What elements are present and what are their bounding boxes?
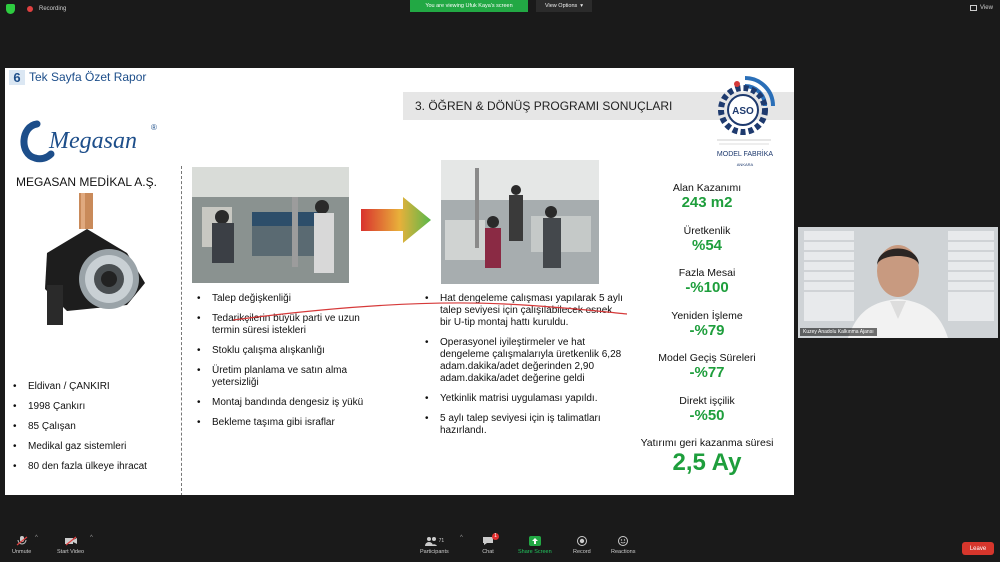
record-label: Record <box>573 549 591 555</box>
metric-overtime <box>635 267 779 297</box>
metric-payback <box>635 437 779 477</box>
video-options-caret-icon[interactable]: ^ <box>90 535 93 541</box>
list-item: • 1998 Çankırı <box>11 401 183 413</box>
list-item: • Yetkinlik matrisi uygulaması yapıldı. <box>423 393 623 405</box>
view-options-button[interactable] <box>536 0 592 12</box>
view-button[interactable] <box>970 5 993 11</box>
metric-value: -%50 <box>689 407 725 424</box>
aso-logo-line2: ANKARA <box>736 162 754 167</box>
meeting-toolbar <box>0 532 1000 562</box>
shared-slide <box>5 68 794 495</box>
metric-productivity <box>635 225 779 255</box>
list-item: • Bekleme taşıma gibi israflar <box>195 417 380 429</box>
metric-value: 2,5 Ay <box>672 449 742 476</box>
company-name: MEGASAN MEDİKAL A.Ş. <box>16 175 157 189</box>
list-item: • 5 aylı talep seviyesi için iş talimatları hazırlandı. <box>423 413 623 437</box>
reactions-label: Reactions <box>611 549 636 555</box>
unmute-button[interactable] <box>12 536 31 555</box>
list-item: • Montaj bandında dengesiz iş yükü <box>195 397 380 409</box>
dashed-divider <box>181 166 182 495</box>
actions-list <box>423 293 623 445</box>
recording-indicator <box>6 4 66 14</box>
video-off-icon <box>65 536 77 546</box>
aso-logo-line1: MODEL FABRİKA <box>716 151 774 158</box>
registered-mark: ® <box>151 123 157 132</box>
after-factory-photo <box>441 160 599 284</box>
list-item: • Stoklu çalışma alışkanlığı <box>195 345 380 357</box>
metric-label: Yatırımı geri kazanma süresi <box>640 437 774 449</box>
meeting-top-bar <box>0 0 1000 22</box>
chat-icon-wrap <box>482 533 497 546</box>
muted-microphone-icon <box>16 536 28 546</box>
metric-label: Model Geçiş Süreleri <box>658 352 756 364</box>
megasan-logo <box>15 114 165 168</box>
reactions-button[interactable] <box>611 536 635 555</box>
list-item: • Tedarikçilerin büyük parti ve uzun termin süresi istekleri <box>195 313 380 337</box>
metric-area <box>635 182 779 212</box>
participants-caret-icon[interactable]: ^ <box>460 535 463 541</box>
before-factory-photo <box>192 167 349 283</box>
metric-label: Direkt işçilik <box>679 395 735 407</box>
record-button[interactable] <box>573 536 591 555</box>
unmute-label: Unmute <box>12 549 32 555</box>
participants-icon <box>425 536 437 546</box>
list-item: • Üretim planlama ve satın alma yetersizliği <box>195 365 380 389</box>
metric-changeover <box>635 352 779 382</box>
metric-value: -%79 <box>689 322 725 339</box>
metric-label: Fazla Mesai <box>678 267 736 279</box>
problems-list <box>195 293 380 437</box>
start-video-label: Start Video <box>57 549 85 555</box>
chat-label: Chat <box>482 549 494 555</box>
metric-label: Alan Kazanımı <box>672 182 742 194</box>
participants-label: Participants <box>420 549 449 555</box>
chevron-down-icon: ▾ <box>580 3 584 9</box>
share-screen-button[interactable] <box>518 536 552 555</box>
recording-dot-icon <box>27 6 33 12</box>
list-item: • Eldivan / ÇANKIRI <box>11 381 183 393</box>
list-item: • 85 Çalışan <box>11 421 183 433</box>
list-item: • Hat dengeleme çalışması yapılarak 5 aylı talep seviyesi için çalışılabilecek esnek bir U-tip montaj hattı kuruldu. <box>423 293 623 329</box>
chat-unread-badge: 1 <box>492 533 499 540</box>
list-item: • Operasyonel iyileştirmeler ve hat dengeleme çalışmalarıyla üretkenlik 6,28 adam.dakika/adet değerinden 2,90 adam.dakika/adet değerine geldi <box>423 337 623 385</box>
company-facts-list <box>11 381 183 481</box>
participants-count: 71 <box>438 538 445 544</box>
transformation-arrow-icon <box>361 197 431 243</box>
metric-value: 243 m2 <box>681 194 733 211</box>
list-item: • 80 den fazla ülkeye ihracat <box>11 461 183 473</box>
metric-value: %54 <box>691 237 723 254</box>
metric-value: -%77 <box>689 364 725 381</box>
record-icon <box>576 536 588 546</box>
slide-title: Tek Sayfa Özet Rapor <box>29 70 147 84</box>
aso-model-fabrika-logo <box>711 72 779 176</box>
start-video-button[interactable] <box>57 536 84 555</box>
gallery-view-icon <box>970 5 977 11</box>
list-item: • Medikal gaz sistemleri <box>11 441 183 453</box>
reactions-smiley-icon <box>617 536 629 546</box>
metric-value: -%100 <box>685 279 729 296</box>
view-options-label: View Options <box>544 3 578 9</box>
metric-direct-labor <box>635 395 779 425</box>
view-label: View <box>980 5 993 11</box>
participant-video <box>798 227 998 338</box>
list-item: • Talep değişkenliği <box>195 293 380 305</box>
participant-name: Kuzey Anadolu Kalkınma Ajansı <box>800 328 877 336</box>
viewing-screen-banner: You are viewing Ufuk Kaya's screen <box>410 0 528 12</box>
security-shield-icon[interactable] <box>6 4 15 14</box>
share-screen-label: Share Screen <box>518 549 552 555</box>
metric-rework <box>635 310 779 340</box>
recording-label: Recording <box>39 6 67 12</box>
megasan-logo-text: Megasan <box>49 128 137 154</box>
section-banner-title: 3. ÖĞREN & DÖNÜŞ PROGRAMI SONUÇLARI <box>415 99 673 113</box>
aso-logo-letters: ASO <box>732 106 754 117</box>
leave-button[interactable]: Leave <box>962 542 994 555</box>
audio-options-caret-icon[interactable]: ^ <box>35 535 38 541</box>
share-screen-icon <box>529 536 541 546</box>
metric-label: Yeniden İşleme <box>671 310 743 322</box>
participants-button[interactable] <box>420 536 449 555</box>
chat-button[interactable] <box>482 533 497 555</box>
metric-label: Üretkenlik <box>683 225 731 237</box>
participant-video-tile[interactable] <box>798 227 998 338</box>
slide-number: 6 <box>9 70 25 85</box>
medical-gas-outlet-image <box>27 193 157 335</box>
